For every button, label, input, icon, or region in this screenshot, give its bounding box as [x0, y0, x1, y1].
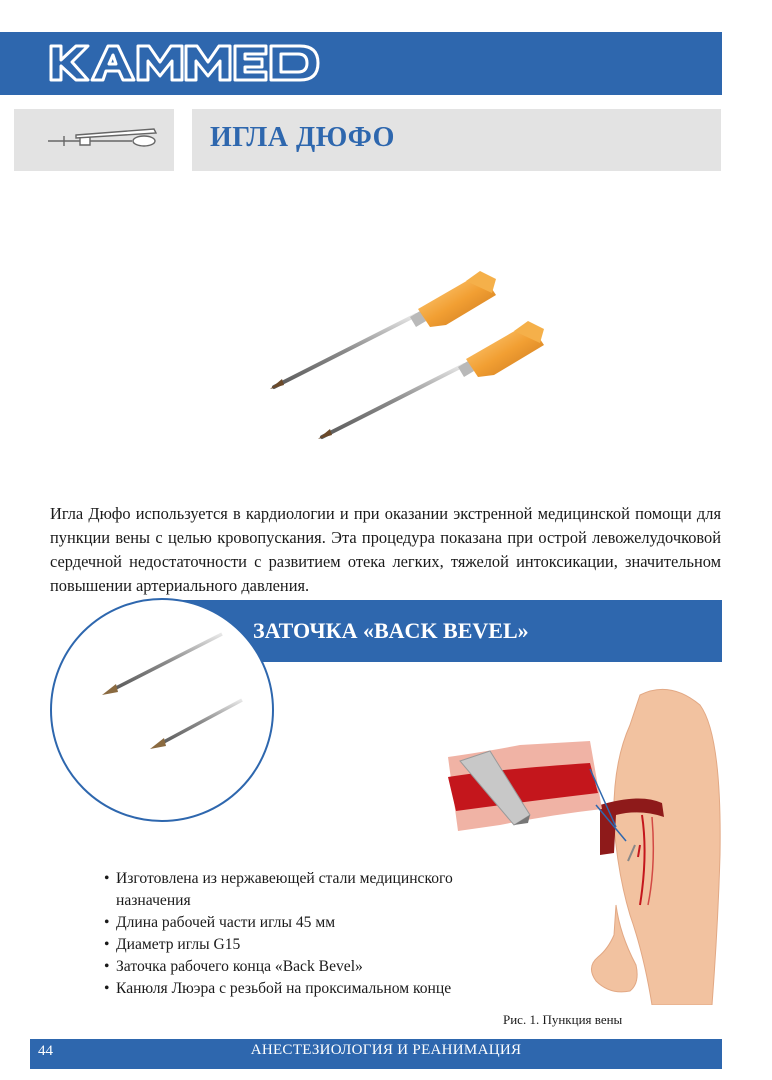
section-title: ЗАТОЧКА «BACK BEVEL»: [253, 618, 529, 643]
feature-text: Изготовлена из нержавеющей стали медицинского назначения: [116, 870, 453, 909]
page-number: 44: [38, 1043, 53, 1059]
feature-text: Канюля Люэра с резьбой на проксимальном конце: [116, 980, 452, 997]
vessel-inset: [448, 741, 602, 831]
footer-text: АНЕСТЕЗИОЛОГИЯ И РЕАНИМАЦИЯ: [250, 1042, 522, 1058]
page-title: ИГЛА ДЮФО: [210, 122, 395, 153]
needle-tip-closeup: [52, 600, 272, 820]
needle-icon: [14, 109, 174, 171]
bevel-closeup: [50, 598, 274, 822]
feature-text: Длина рабочей части иглы 45 мм: [116, 914, 336, 931]
description-text: Игла Дюфо используется в кардиологии и при оказании экстренной медицинской помощи для пункции вены с целью кровопускания. Эта процедура показана при острой левожелудочковой сердечной недостаточности с развитием отека легких, тяжелой интоксикации, значительном повышении артериального давления.: [50, 504, 721, 595]
list-item: • Диаметр иглы G15: [104, 936, 241, 953]
list-item: • Длина рабочей части иглы 45 мм: [104, 914, 336, 931]
list-item: • Заточка рабочего конца «Back Bevel»: [104, 958, 363, 975]
needle-2: [318, 321, 544, 439]
feature-text: Заточка рабочего конца «Back Bevel»: [116, 958, 363, 975]
product-photo: [260, 265, 560, 450]
figure-caption: Рис. 1. Пункция вены: [503, 1012, 623, 1027]
list-item: • Изготовлена из нержавеющей стали медицинского назначения: [104, 870, 453, 909]
description: [50, 502, 721, 598]
kammed-logo: [48, 40, 323, 86]
list-item: • Канюля Люэра с резьбой на проксимальном конце: [104, 980, 452, 997]
feature-text: Диаметр иглы G15: [116, 936, 241, 953]
features-list: [104, 868, 524, 1000]
needle-icon-panel: [14, 109, 174, 171]
